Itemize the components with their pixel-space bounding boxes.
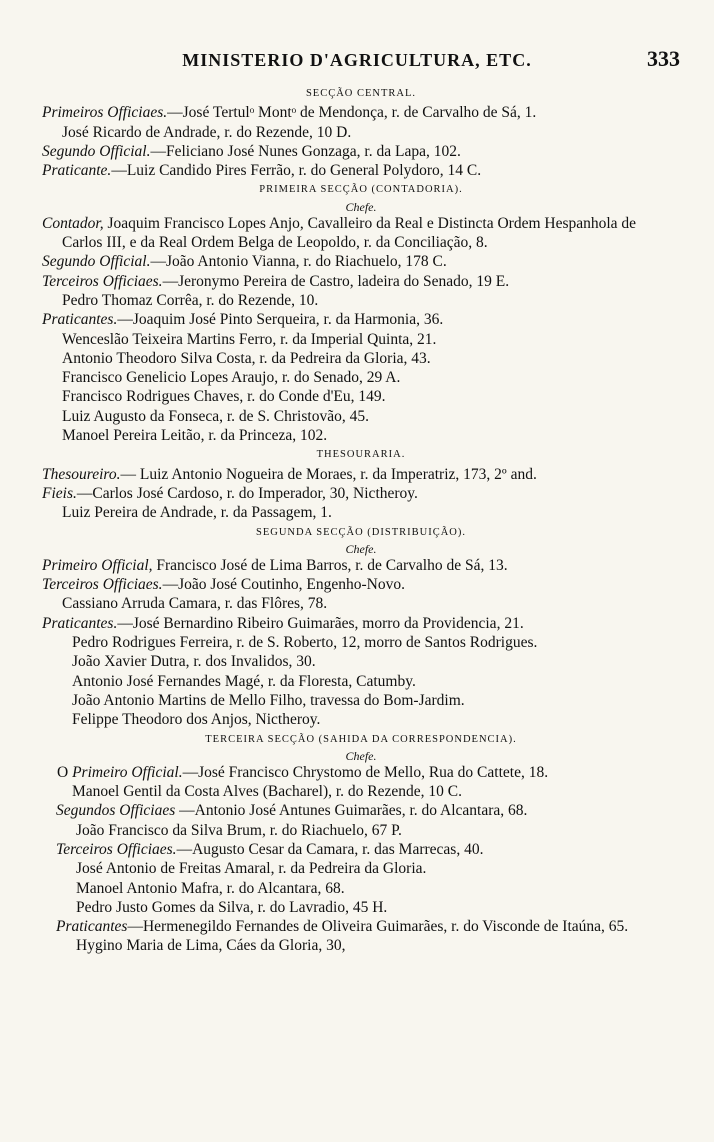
entry-text: Cassiano Arruda Camara, r. das Flôres, 78. <box>62 595 328 613</box>
entry-line <box>42 161 680 180</box>
entry-paragraph <box>42 214 680 253</box>
section-heading-distribuicao: SEGUNDA SECÇÃO (DISTRIBUIÇÃO). <box>256 526 466 538</box>
entry-line <box>42 503 680 522</box>
entry-line <box>42 614 680 633</box>
section-heading-central: SECÇÃO CENTRAL. <box>305 88 417 99</box>
entry-line <box>42 484 680 503</box>
entry-prefix: O <box>57 763 73 781</box>
entry-paragraph <box>42 763 680 782</box>
entry-line <box>42 936 680 955</box>
entry-text: —Luiz Candido Pires Ferrão, r. do General Polydoro, 14 C. <box>111 162 482 180</box>
entry-text: Luiz Augusto da Fonseca, r. de S. Christovão, 45. <box>62 407 369 425</box>
entry-text: —Joaquim José Pinto Serqueira, r. da Harmonia, 36. <box>117 311 444 329</box>
entry-text: Antonio Theodoro Silva Costa, r. da Pedreira da Gloria, 43. <box>62 349 431 367</box>
role-label: Contador, <box>42 214 104 232</box>
entry-text: Pedro Thomaz Corrêa, r. do Rezende, 10. <box>62 291 319 309</box>
role-label: Praticantes. <box>42 614 118 632</box>
role-label: Praticantes <box>56 918 128 936</box>
entry-text: João Francisco da Silva Brum, r. do Riachuelo, 67 P. <box>76 821 402 839</box>
entry-text: José Ricardo de Andrade, r. do Rezende, 10 D. <box>62 123 352 141</box>
page-content <box>42 84 680 956</box>
entry-text: Hygino Maria de Lima, Cáes da Gloria, 30, <box>76 937 346 955</box>
entry-line <box>42 652 680 671</box>
entry-text: Manoel Pereira Leitão, r. da Princeza, 102. <box>62 427 328 445</box>
entry-text: —João Antonio Vianna, r. do Riachuelo, 178 C. <box>150 253 447 271</box>
entry-line <box>42 691 680 710</box>
chefe-label: Chefe. <box>345 748 377 763</box>
role-label: Primeiro Official. <box>72 763 183 781</box>
role-label: Fieis. <box>42 484 77 502</box>
role-label: Segundo Official. <box>42 142 151 160</box>
entry-line <box>42 330 680 349</box>
section-heading-contadoria: PRIMEIRA SECÇÃO (CONTADORIA). <box>259 184 463 196</box>
entry-line <box>42 840 680 859</box>
entry-text: Francisco José de Lima Barros, r. de Carvalho de Sá, 13. <box>152 556 508 574</box>
role-label: Terceiros Officiaes. <box>42 272 163 290</box>
section-heading-correspondencia: TERCEIRA SECÇÃO (SAHIDA DA CORRESPONDENCIA). <box>205 733 517 745</box>
entry-line <box>42 291 680 310</box>
entry-text: —Hermenegildo Fernandes de Oliveira Guimarães, r. do Visconde de Itaúna, 65. <box>127 918 629 936</box>
role-label: Primeiros Officiaes. <box>42 104 168 122</box>
entry-line <box>42 407 680 426</box>
entry-text: —Jeronymo Pereira de Castro, ladeira do Senado, 19 E. <box>162 272 510 290</box>
entry-text: —Feliciano José Nunes Gonzaga, r. da Lapa, 102. <box>150 142 461 160</box>
page-header-title: MINISTERIO D'AGRICULTURA, ETC. <box>182 50 532 70</box>
entry-text: Pedro Justo Gomes da Silva, r. do Lavradio, 45 H. <box>76 898 388 916</box>
entry-line <box>42 103 680 122</box>
entry-text: Francisco Genelicio Lopes Araujo, r. do Senado, 29 A. <box>62 369 401 387</box>
entry-line <box>42 710 680 729</box>
entry-text: —Antonio José Antunes Guimarães, r. do Alcantara, 68. <box>175 802 528 820</box>
role-label: Praticante. <box>42 162 112 180</box>
entry-text: José Antonio de Freitas Amaral, r. da Pedreira da Gloria. <box>76 860 427 878</box>
entry-line <box>42 575 680 594</box>
section-heading-thesouraria: THESOURARIA. <box>316 449 406 461</box>
entry-text: Francisco Rodrigues Chaves, r. do Conde d'Eu, 149. <box>62 388 386 406</box>
entry-text: —José Francisco Chrystomo de Mello, Rua do Cattete, 18. <box>182 763 549 781</box>
entry-line <box>42 782 680 801</box>
entry-line <box>42 859 680 878</box>
role-label: Segundos Officiaes <box>56 802 176 820</box>
entry-text: Joaquim Francisco Lopes Anjo, Cavalleiro da Real e Distincta Ordem Hespanhola de Carlos III, e da Real Ordem Belga de Leopoldo, r. da Conciliação, 8. <box>62 214 637 252</box>
entry-text: —José Tertulᵒ Montᵒ de Mendonça, r. de Carvalho de Sá, 1. <box>167 104 537 122</box>
entry-text: —Augusto Cesar da Camara, r. das Marrecas, 40. <box>176 840 484 858</box>
entry-line <box>42 368 680 387</box>
role-label: Primeiro Official, <box>42 556 153 574</box>
entry-paragraph <box>42 917 680 936</box>
entry-text: — Luiz Antonio Nogueira de Moraes, r. da Imperatriz, 173, 2º and. <box>120 465 537 483</box>
entry-line <box>42 465 680 484</box>
entry-line <box>42 898 680 917</box>
role-label: Terceiros Officiaes. <box>56 840 177 858</box>
entry-line <box>42 123 680 142</box>
entry-text: Antonio José Fernandes Magé, r. da Floresta, Catumby. <box>72 672 416 690</box>
entry-text: João Antonio Martins de Mello Filho, travessa do Bom-Jardim. <box>72 691 465 709</box>
entry-text: Wenceslão Teixeira Martins Ferro, r. da Imperial Quinta, 21. <box>62 330 437 348</box>
entry-line <box>42 252 680 271</box>
role-label: Terceiros Officiaes. <box>42 576 163 594</box>
entry-line <box>42 142 680 161</box>
entry-text: —João José Coutinho, Engenho-Novo. <box>162 576 405 594</box>
entry-line <box>42 556 680 575</box>
entry-text: João Xavier Dutra, r. dos Invalidos, 30. <box>72 653 316 671</box>
chefe-label: Chefe. <box>345 199 377 214</box>
entry-text: Felippe Theodoro dos Anjos, Nictheroy. <box>72 711 321 729</box>
entry-line <box>42 310 680 329</box>
entry-line <box>42 426 680 445</box>
chefe-label: Chefe. <box>345 541 377 556</box>
entry-line <box>42 387 680 406</box>
entry-line <box>42 821 680 840</box>
entry-text: Manoel Gentil da Costa Alves (Bacharel), r. do Rezende, 10 C. <box>72 783 462 801</box>
entry-line <box>42 801 680 820</box>
entry-paragraph <box>42 633 680 652</box>
entry-line <box>42 594 680 613</box>
role-label: Praticantes. <box>42 311 118 329</box>
entry-text: —Carlos José Cardoso, r. do Imperador, 30, Nictheroy. <box>76 484 418 502</box>
page-number: 333 <box>647 46 680 71</box>
entry-text: —José Bernardino Ribeiro Guimarães, morro da Providencia, 21. <box>117 614 524 632</box>
entry-text: Luiz Pereira de Andrade, r. da Passagem, 1. <box>62 504 332 522</box>
entry-text: Manoel Antonio Mafra, r. do Alcantara, 68. <box>76 879 345 897</box>
entry-line <box>42 879 680 898</box>
entry-line <box>42 672 680 691</box>
entry-line <box>42 272 680 291</box>
role-label: Thesoureiro. <box>42 465 121 483</box>
entry-line <box>42 349 680 368</box>
entry-text: Pedro Rodrigues Ferreira, r. de S. Roberto, 12, morro de Santos Rodrigues. <box>72 634 538 652</box>
role-label: Segundo Official. <box>42 253 151 271</box>
